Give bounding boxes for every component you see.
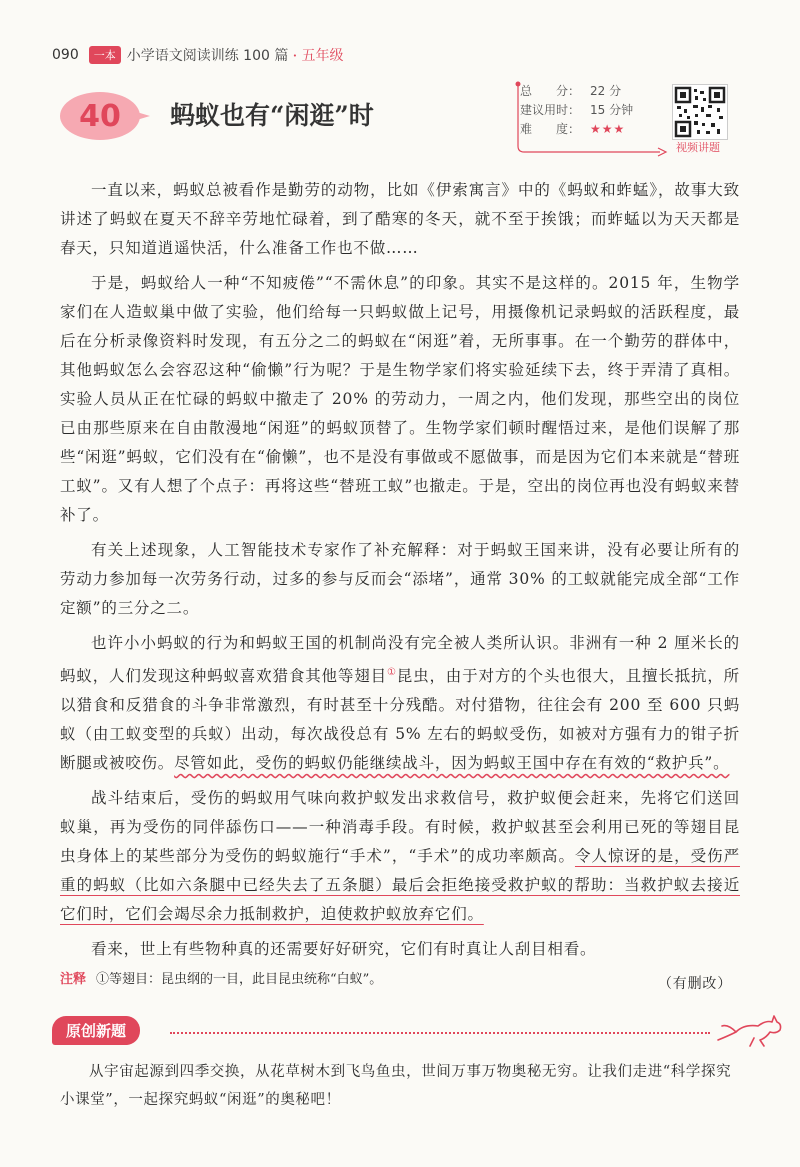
video-lecture-label[interactable]: 视频讲题 [676,141,720,154]
source-note: （有删改） [658,976,732,993]
page-number: 090 [52,47,79,63]
note-text: ①等翅目：昆虫纲的一目，此目昆虫统称“白蚁”。 [96,972,383,987]
time-row [520,101,660,120]
annotation-note [60,968,740,987]
paragraph-1: 一直以来，蚂蚁总被看作是勤劳的动物，比如《伊索寓言》中的《蚂蚁和蚱蜢》，故事大致讲述了蚂蚁在夏天不辞辛劳地忙碌着，到了酷寒的冬天，就不至于挨饿；而蚱蜢以为天天都是春天，只知道逍遥快活，什么准备工作也不做…… [60,181,740,257]
qr-code-icon[interactable] [672,84,728,140]
article-body [60,176,740,999]
original-question-section [52,1010,752,1050]
paragraph-4 [60,629,740,778]
paragraph-5-part-a: 战斗结束后，受伤的蚂蚁用气味向救护蚁发出求救信号，救护蚁便会赶来，先将它们送回蚁巢，再为受伤的同伴舔伤口——一种消毒手段。有时候，救护蚁甚至会利用已死的等翅目昆虫身体上的某些部分为受伤的蚂蚁施行“手术”，“手术”的成功率颇高。 [60,789,740,866]
score-value: 22 分 [590,84,622,98]
paragraph-3: 有关上述现象，人工智能技术专家作了补充解释：对于蚂蚁王国来讲，没有必要让所有的劳动力参加每一次劳务行动，过多的参与反而会“添堵”，通常 30% 的工蚁就能完成全部“工作定额”的三分之二。 [60,541,740,617]
paragraph-4-part-a: 也许小小蚂蚁的行为和蚂蚁王国的机制尚没有完全被人类所认识。非洲有一种 2 厘米长的蚂蚁，人们发现这种蚂蚁喜欢猎食其他等翅目 [60,634,740,686]
grade-label: 五年级 [301,48,344,64]
lesson-title: 蚂蚁也有“闲逛”时 [170,101,374,130]
time-value: 15 分钟 [590,103,634,117]
brand-badge: 一本 [89,46,121,64]
badge-arrow [130,110,150,122]
series-title: 小学语文阅读训练 100 篇 [126,48,289,64]
page-header [52,44,343,66]
section-intro: 从宇宙起源到四季交换，从花草树木到飞鸟鱼虫，世间万事万物奥秘无穷。让我们走进“科学探究小课堂”，一起探究蚂蚁“闲逛”的奥秘吧！ [60,1064,732,1108]
cat-icon [714,1010,784,1048]
difficulty-stars: ★★★ [590,122,626,136]
section-title: 原创新题 [52,1016,140,1045]
paragraph-5 [60,784,740,929]
lesson-number: 40 [79,99,121,134]
difficulty-row [520,120,660,139]
time-label: 建议用时： [520,103,581,117]
score-row [520,82,660,101]
wavy-underlined-sentence: 尽管如此，受伤的蚂蚁仍能继续战斗，因为蚂蚁王国中存在有效的“救护兵”。 [174,754,730,773]
lesson-number-badge [56,88,156,144]
difficulty-label: 难 度： [520,122,581,136]
paragraph-6: 看来，世上有些物种真的还需要好好研究，它们有时真让人刮目相看。 [91,940,597,959]
score-label: 总 分： [520,84,581,98]
note-label: 注释 [60,972,87,987]
info-box [520,82,660,152]
footnote-marker: ① [386,667,397,678]
paragraph-2: 于是，蚂蚁给人一种“不知疲倦”“不需休息”的印象。其实不是这样的。2015 年，生物学家们在人造蚁巢中做了实验，他们给每一只蚂蚁做上记号，用摄像机记录蚂蚁的活跃程度，最后在分析录像资料时发现，有五分之二的蚂蚁在“闲逛”着，无所事事。在一个勤劳的群体中，其他蚂蚁怎么会容忍这种“偷懒”行为呢？于是生物学家们将实验延续下去，终于弄清了真相。实验人员从正在忙碌的蚂蚁中撤走了 20% 的劳动力，一周之内，他们发现，那些空出的岗位已由那些原来在自由散漫地“闲逛”的蚂蚁顶替了。生物学家们顿时醒悟过来，是他们误解了那些“闲逛”蚂蚁，它们没有在“偷懒”，也不是没有事做或不愿做事，而是因为它们本来就是“替班工蚁”。又有人想了个点子：再将这些“替班工蚁”也撤走。于是，空出的岗位再也没有蚂蚁来替补了。 [60,274,740,524]
paragraph-4-part-b: 昆虫，由于对方的个头也很大，且擅长抵抗，所以猎食和反猎食的斗争非常激烈，有时甚至十分残酷。对付猎物，往往会有 200 至 600 只蚂蚁（由工蚁变型的兵蚁）出动，每次战役总有 5% 左右的蚂蚁受伤，如被对方强有力的钳子折断腿或被咬伤。 [60,667,740,773]
header-separator: · [292,45,298,65]
underlined-sentence: 令人惊讶的是，受伤严重的蚂蚁（比如六条腿中已经失去了五条腿）最后会拒绝接受救护蚁的帮助：当救护蚁去接近它们时，它们会竭尽余力抵制救护，迫使救护蚁放弃它们。 [60,847,740,924]
section-dotted-line [170,1032,710,1034]
